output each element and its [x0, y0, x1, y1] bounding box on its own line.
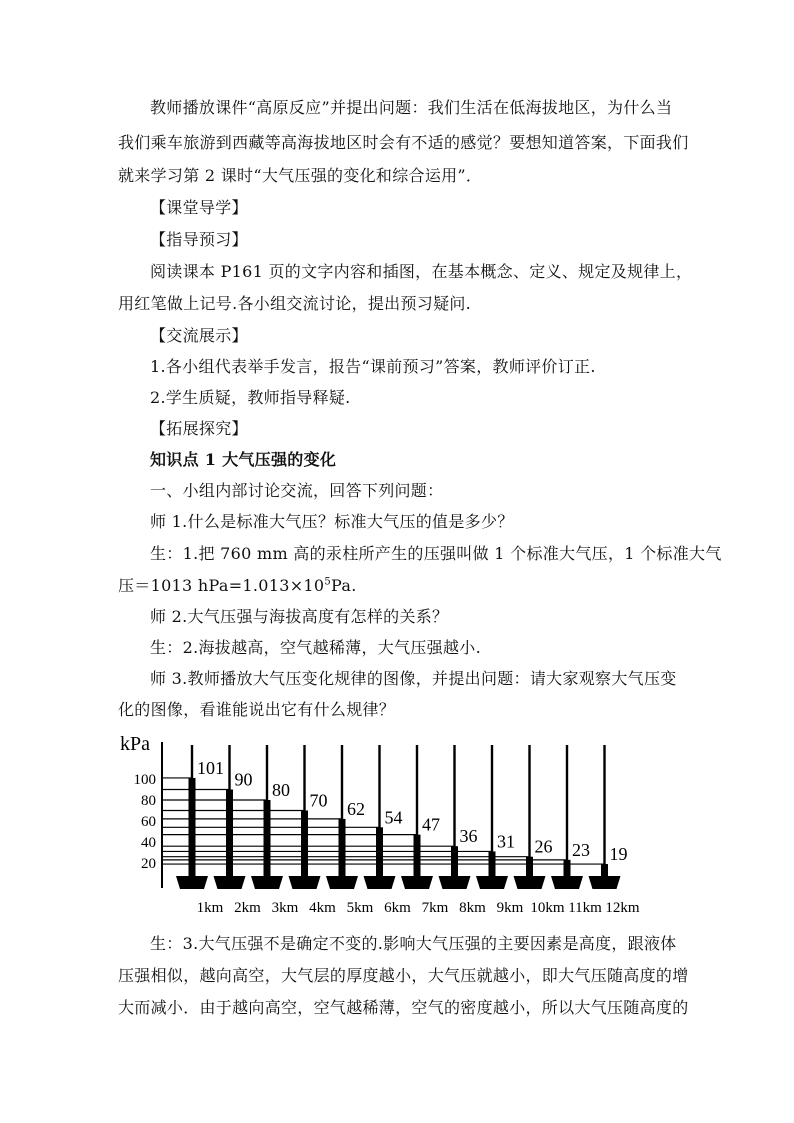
paragraph-line: 2.学生质疑，教师指导释疑.	[150, 388, 351, 407]
altitude-label: 2km	[234, 900, 261, 916]
mercury-column	[526, 857, 533, 876]
paragraph-line: 1.各小组代表举手发言，报告“课前预习”答案，教师评价订正.	[150, 357, 596, 376]
knowledge-point-heading: 知识点 1 大气压强的变化	[150, 450, 337, 469]
mercury-dish	[476, 876, 508, 889]
pressure-value-label: 26	[534, 836, 553, 857]
pressure-value-label: 36	[459, 826, 478, 847]
mercury-column	[376, 827, 383, 876]
mercury-dish	[326, 876, 358, 889]
mercury-column	[451, 846, 458, 876]
unit-text: Pa.	[331, 576, 357, 595]
mercury-dish	[289, 876, 321, 889]
paragraph-line: 压强相似，越向高空，大气层的厚度越小，大气压就越小，即大气压随高度的增	[118, 966, 689, 985]
mercury-dish	[514, 876, 546, 889]
answer-line: 生：2.海拔越高，空气越稀薄，大气压强越小.	[150, 638, 481, 657]
pressure-value-label: 62	[347, 798, 365, 819]
paragraph-line: 阅读课本 P161 页的文字内容和插图，在基本概念、定义、规定及规律上，	[150, 262, 693, 281]
question-line: 师 1.什么是标准大气压？标准大气压的值是多少？	[150, 512, 514, 531]
altitude-label: 4km	[309, 900, 336, 916]
y-tick-labels	[134, 772, 157, 872]
paragraph-line: 大而减小．由于越向高空，空气越稀薄，空气的密度越小，所以大气压随高度的	[118, 998, 689, 1017]
answer-text: 压＝1013 hPa=1.013×10	[118, 576, 325, 595]
y-tick-label: 40	[141, 835, 156, 851]
y-tick-label: 80	[141, 793, 156, 809]
altitude-label: 10km	[530, 900, 565, 916]
altitude-labels	[197, 900, 640, 916]
barometer-figure	[118, 728, 678, 918]
y-tick-label: 100	[133, 772, 156, 788]
mercury-column	[601, 864, 608, 876]
answer-line: 生：3.大气压强不是确定不变的.影响大气压强的主要因素是高度，跟液体	[150, 934, 677, 953]
mercury-dish	[439, 876, 471, 889]
mercury-column	[189, 778, 196, 876]
section-heading: 【课堂导学】	[150, 198, 248, 217]
altitude-label: 3km	[271, 900, 299, 916]
altitude-label: 8km	[459, 900, 486, 916]
pressure-value-label: 70	[309, 790, 328, 811]
mercury-column	[264, 800, 271, 876]
paragraph-line: 我们乘车旅游到西藏等高海拔地区时会有不适的感觉？要想知道答案，下面我们	[118, 133, 689, 152]
pressure-value-label: 47	[422, 814, 440, 835]
section-heading: 【拓展探究】	[150, 419, 248, 438]
pressure-value-label: 31	[497, 831, 515, 852]
question-line: 师 2.大气压强与海拔高度有怎样的关系？	[150, 607, 449, 626]
altitude-label: 12km	[605, 900, 640, 916]
paragraph-line: 一、小组内部讨论交流，回答下列问题：	[150, 481, 444, 500]
barometer-tubes	[176, 745, 628, 889]
altitude-label: 1km	[196, 900, 224, 916]
altitude-label: 5km	[346, 900, 374, 916]
section-heading: 【指导预习】	[150, 230, 248, 249]
pressure-value-label: 101	[197, 757, 224, 778]
mercury-column	[489, 851, 496, 876]
altitude-label: 9km	[496, 900, 524, 916]
answer-line	[118, 576, 357, 596]
pressure-value-label: 23	[572, 839, 590, 860]
mercury-dish	[401, 876, 433, 889]
mercury-column	[564, 860, 571, 876]
y-tick-label: 20	[141, 856, 156, 872]
paragraph-line: 教师播放课件“高原反应”并提出问题：我们生活在低海拔地区，为什么当	[150, 98, 673, 117]
mercury-dish	[589, 876, 621, 889]
mercury-dish	[251, 876, 283, 889]
mercury-column	[226, 790, 233, 877]
mercury-dish	[551, 876, 583, 889]
answer-line: 生：1.把 760 mm 高的汞柱所产生的压强叫做 1 个标准大气压，1 个标准大气	[150, 544, 722, 563]
altitude-label: 6km	[384, 900, 411, 916]
pressure-value-label: 19	[609, 844, 628, 865]
altitude-label: 11km	[568, 900, 602, 916]
mercury-column	[339, 819, 346, 876]
y-tick-label: 60	[141, 814, 156, 830]
mercury-dish	[214, 876, 246, 889]
altitude-label: 7km	[421, 900, 449, 916]
mercury-dish	[364, 876, 396, 889]
pressure-value-label: 80	[272, 780, 290, 800]
exponent: 5	[324, 576, 332, 588]
pressure-value-label: 90	[234, 769, 253, 790]
paragraph-line: 就来学习第 2 课时“大气压强的变化和综合运用”．	[118, 166, 483, 185]
mercury-dish	[176, 876, 208, 889]
mercury-column	[414, 835, 421, 876]
mercury-column	[301, 811, 308, 877]
question-line: 师 3.教师播放大气压变化规律的图像，并提出问题：请大家观察大气压变	[150, 669, 677, 688]
section-heading: 【交流展示】	[150, 326, 248, 345]
y-axis-unit-label: kPa	[120, 733, 150, 755]
paragraph-line: 化的图像，看谁能说出它有什么规律？	[118, 700, 396, 719]
paragraph-line: 用红笔做上记号.各小组交流讨论，提出预习疑问.	[118, 294, 472, 313]
pressure-value-label: 54	[384, 807, 403, 828]
